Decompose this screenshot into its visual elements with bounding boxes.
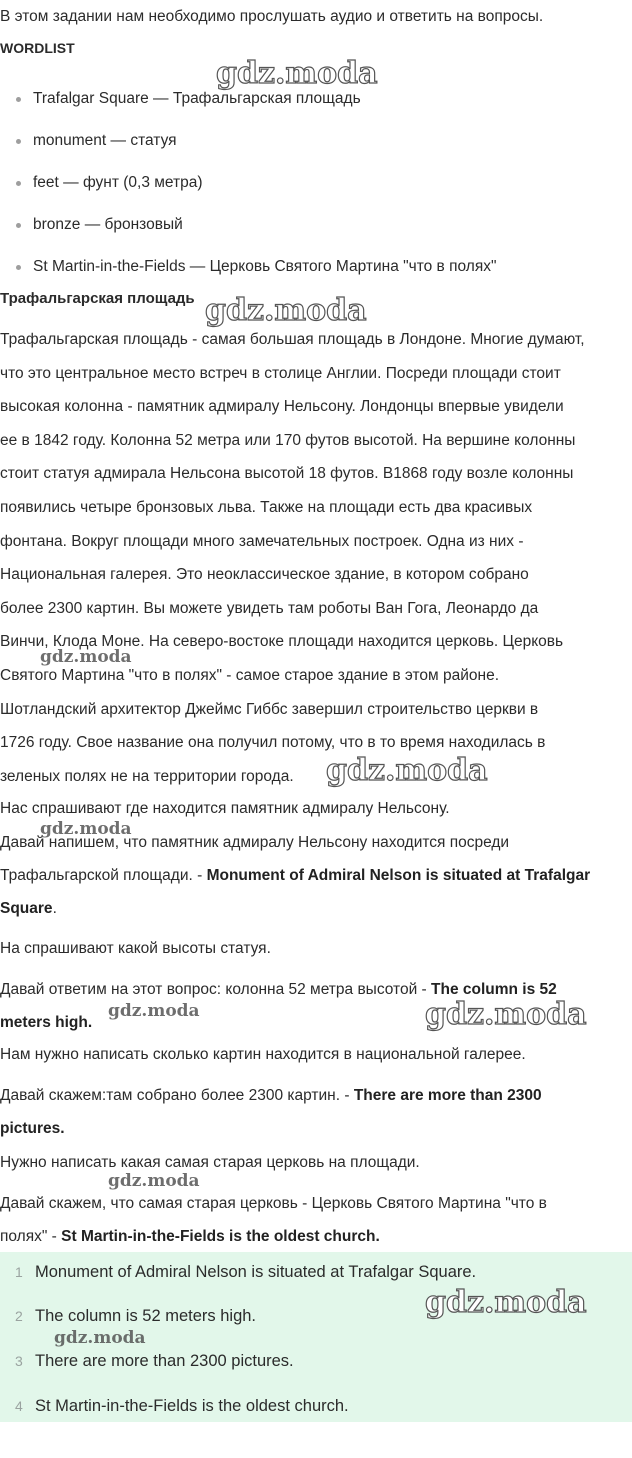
answer-item — [0, 1259, 632, 1285]
answers-panel — [0, 1252, 632, 1422]
answer-line — [0, 1083, 632, 1116]
wordlist-item-text: monument — статуя — [33, 132, 177, 149]
answer-line — [0, 896, 632, 929]
wordlist-item-text: St Martin-in-the-Fields — Церковь Святого Мартина "что в полях" — [33, 258, 497, 275]
question-text: Нужно написать какая самая старая церковь на площади. — [0, 1154, 420, 1171]
answer-item — [0, 1303, 632, 1329]
answer-line: Давай скажем, что самая старая церковь - Церковь Святого Мартина "что в — [0, 1195, 547, 1212]
story-line: фонтана. Вокруг площади много замечательных построек. Одна из них - — [0, 532, 524, 550]
watermark: gdz.moda — [425, 1285, 587, 1320]
answer-bold: pictures. — [0, 1120, 65, 1137]
answer-plain: Трафальгарской площади. - — [0, 867, 207, 884]
story-line: появились четыре бронзовых льва. Также на площади есть два красивых — [0, 498, 533, 516]
question-text: Нас спрашивают где находится памятник адмиралу Нельсону. — [0, 800, 450, 817]
story-line: стоит статуя адмирала Нельсона высотой 18 футов. В1868 году возле колонны — [0, 465, 574, 483]
answer-number: 3 — [15, 1353, 23, 1369]
question-text: На спрашивают какой высоты статуя. — [0, 940, 271, 957]
answer-bold: St Martin-in-the-Fields is the oldest church. — [61, 1228, 380, 1245]
watermark: gdz.moda — [40, 647, 132, 667]
answer-text: The column is 52 meters high. — [35, 1307, 257, 1325]
story-line: Трафальгарская площадь - самая большая площадь в Лондоне. Многие думают, — [0, 331, 585, 348]
answer-bold: Monument of Admiral Nelson is situated at Trafalgar — [206, 867, 591, 884]
answer-number: 4 — [15, 1398, 23, 1414]
answer-number: 1 — [15, 1264, 23, 1280]
question-1-block — [0, 796, 632, 929]
intro-text: В этом задании нам необходимо прослушать аудио и ответить на вопросы. — [0, 8, 544, 25]
answer-item — [0, 1348, 632, 1374]
question-text: Нам нужно написать сколько картин находится в национальной галерее. — [0, 1046, 526, 1063]
watermark: gdz.moda — [108, 1001, 200, 1021]
answer-plain: полях" - — [0, 1228, 62, 1245]
watermark: gdz.moda — [40, 819, 132, 839]
bullet-icon — [16, 139, 21, 144]
question-2-block — [0, 936, 632, 1043]
story-line: Национальная галерея. Это неоклассическое здание, в котором собрано — [0, 566, 529, 584]
wordlist-item — [0, 172, 632, 214]
watermark: gdz.moda — [54, 1328, 146, 1348]
answer-plain: . — [52, 900, 57, 917]
wordlist — [0, 88, 632, 298]
wordlist-item — [0, 88, 632, 130]
bullet-icon — [16, 97, 21, 102]
answer-plain: Давай ответим на этот вопрос: колонна 52 метра высотой - — [0, 981, 432, 998]
answer-bold: The column is 52 — [431, 981, 557, 998]
answer-text: Monument of Admiral Nelson is situated at Trafalgar Square. — [35, 1263, 477, 1281]
answer-line: Давай напишем, что памятник адмиралу Нельсону находится посреди — [0, 834, 510, 851]
watermark: gdz.moda — [216, 56, 378, 91]
story-line: Шотландский архитектор Джеймс Гиббс завершил строительство церкви в — [0, 700, 539, 718]
answer-item — [0, 1393, 632, 1419]
answer-line — [0, 977, 632, 1010]
watermark: gdz.moda — [326, 753, 488, 788]
story-text — [0, 327, 632, 797]
bullet-icon — [16, 223, 21, 228]
watermark: gdz.moda — [425, 997, 587, 1032]
watermark: gdz.moda — [205, 293, 367, 328]
wordlist-item-text: Trafalgar Square — Трафальгарская площадь — [33, 90, 361, 107]
story-line: зеленых полях не на территории города. — [0, 767, 294, 785]
watermark: gdz.moda — [108, 1171, 200, 1191]
story-line: Святого Мартина "что в полях" - самое старое здание в этом районе. — [0, 666, 500, 684]
story-line: ее в 1842 году. Колонна 52 метра или 170 футов высотой. На вершине колонны — [0, 431, 576, 449]
question-4-block — [0, 1150, 632, 1257]
story-line: высокая колонна - памятник адмиралу Нельсону. Лондонцы впервые увидели — [0, 398, 564, 416]
answer-text: St Martin-in-the-Fields is the oldest church. — [35, 1397, 349, 1415]
answer-bold: There are more than 2300 — [353, 1087, 542, 1104]
wordlist-item — [0, 214, 632, 256]
question-3-block — [0, 1042, 632, 1149]
answer-plain: Давай скажем:там собрано более 2300 картин. - — [0, 1087, 354, 1104]
answer-bold: meters high. — [0, 1014, 93, 1031]
answer-line — [0, 1010, 632, 1043]
section-title: Трафальгарская площадь — [0, 290, 195, 307]
story-line: Винчи, Клода Моне. На северо-востоке площади находится церковь. Церковь — [0, 633, 564, 651]
story-line: 1726 году. Свое название она получил потому, что в то время находилась в — [0, 734, 546, 752]
answer-number: 2 — [15, 1308, 23, 1324]
bullet-icon — [16, 265, 21, 270]
story-line: более 2300 картин. Вы можете увидеть там роботы Ван Гога, Леонардо да — [0, 599, 539, 617]
answer-line — [0, 1116, 632, 1149]
answer-text: There are more than 2300 pictures. — [35, 1352, 294, 1370]
wordlist-item-text: bronze — бронзовый — [33, 216, 183, 233]
bullet-icon — [16, 181, 21, 186]
answer-bold: Square — [0, 900, 53, 917]
wordlist-heading: WORDLIST — [0, 40, 75, 56]
wordlist-item-text: feet — фунт (0,3 метра) — [33, 174, 203, 191]
story-line: что это центральное место встреч в столице Англии. Посреди площади стоит — [0, 364, 561, 382]
wordlist-item — [0, 130, 632, 172]
answer-line — [0, 863, 632, 896]
